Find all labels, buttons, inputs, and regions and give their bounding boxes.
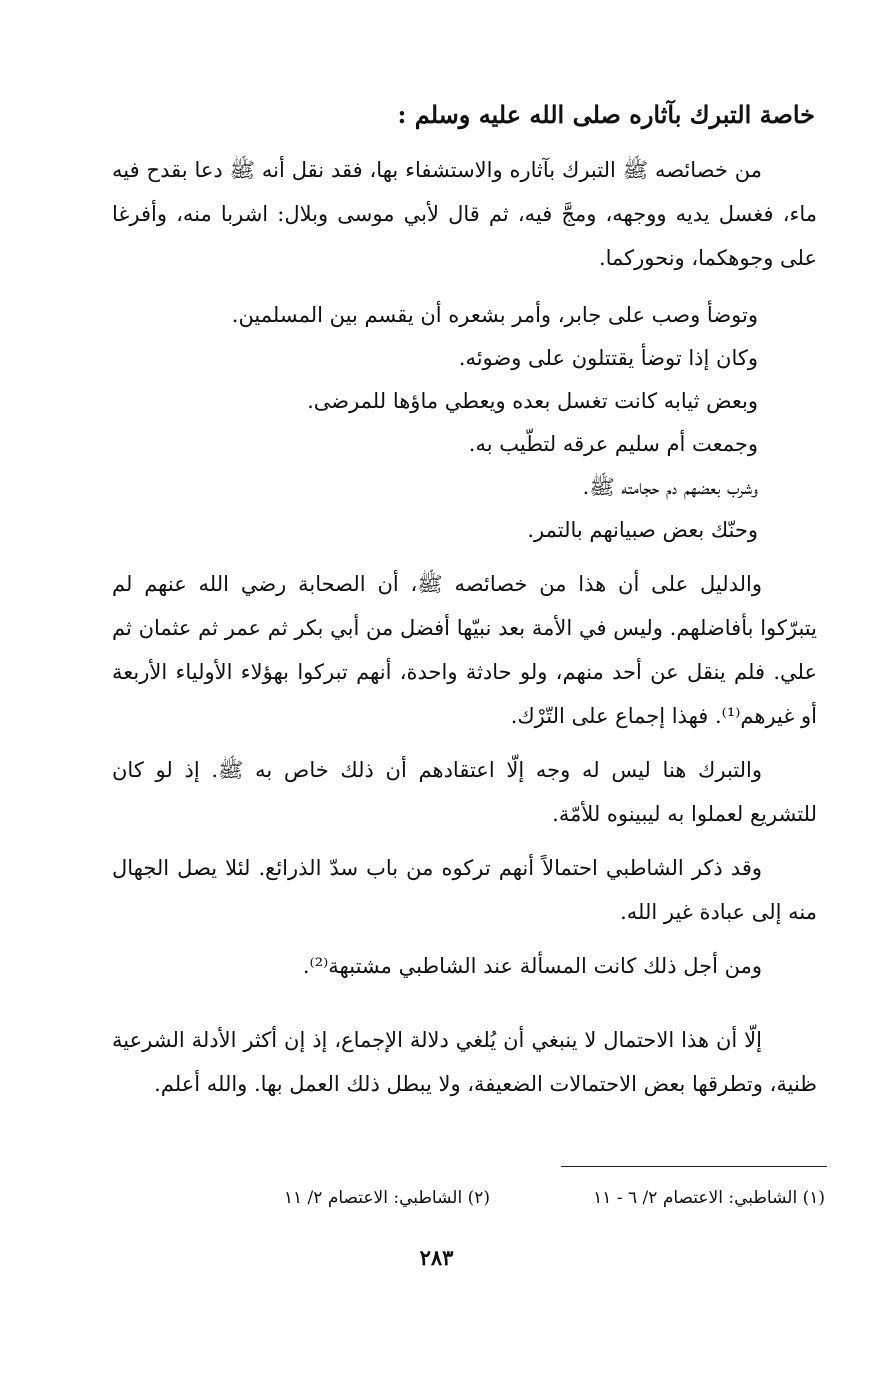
intro-paragraph: من خصائصه ﷺ التبرك بآثاره والاستشفاء بها، فقد نقل أنه ﷺ دعا بقدح فيه ماء، فغسل يديه ووجهه، ومجَّ فيه، ثم قال لأبي موسى وبلال: اشربا منه، وأفرغا على وجوهكما، ونحوركما. (112, 158, 817, 270)
shatibi-paragraph: وقد ذكر الشاطبي احتمالاً أنهم تركوه من باب سدّ الذرائع. لئلا يصل الجهال منه إلى عبادة غير الله. (112, 856, 817, 924)
narration-line: وجمعت أم سليم عرقه لتطّيب به. (468, 432, 758, 456)
evidence-paragraph: والدليل على أن هذا من خصائصه ﷺ، أن الصحابة رضي الله عنهم لم يتبرّكوا بأفاضلهم. وليس في الأمة بعد نبيّها أفضل من أبي بكر ثم عمر ثم عثمان ثم علي. فلم ينقل عن أحد منهم، ولو حادثة واحدة، أنهم تبركوا بهؤلاء الأولياء الأربعة أو غيرهم⁽¹⁾. فهذا إجماع على التّرْك. (112, 572, 817, 728)
narration-line: وكان إذا توضأ يقتتلون على وضوئه. (458, 346, 758, 370)
footnote-2: (٢) الشاطبي: الاعتصام ٢/ ١١ (283, 1188, 490, 1208)
narration-line: وبعض ثيابه كانت تغسل بعده ويعطي ماؤها للمرضى. (307, 389, 758, 413)
narration-line: وتوضأ وصب على جابر، وأمر بشعره أن يقسم بين المسلمين. (231, 303, 758, 327)
narration-line: وحنّك بعض صبيانهم بالتمر. (527, 518, 758, 542)
conclusion-paragraph: إلّا أن هذا الاحتمال لا ينبغي أن يُلغي دلالة الإجماع، إذ إن أكثر الأدلة الشرعية ظنية، وتطرقها بعض الاحتمالات الضعيفة، ولا يبطل ذلك العمل بها. والله أعلم. (112, 1028, 817, 1096)
narration-line: وشرب بعضهم دم حجامته ﷺ. (582, 475, 758, 499)
narrations-list (138, 294, 758, 552)
footnote-divider (561, 1166, 827, 1167)
page-number: ٢٨٣ (419, 1245, 454, 1270)
doubt-paragraph: ومن أجل ذلك كانت المسألة عند الشاطبي مشتبهة⁽²⁾. (302, 954, 762, 978)
footnote-1: (١) الشاطبي: الاعتصام ٢/ ٦ - ١١ (593, 1188, 825, 1208)
tabarruk-paragraph: والتبرك هنا ليس له وجه إلّا اعتقادهم أن ذلك خاص به ﷺ. إذ لو كان للتشريع لعملوا به ليبينوه للأمّة. (112, 758, 817, 826)
section-heading: خاصة التبرك بآثاره صلى الله عليه وسلم : (397, 100, 815, 129)
